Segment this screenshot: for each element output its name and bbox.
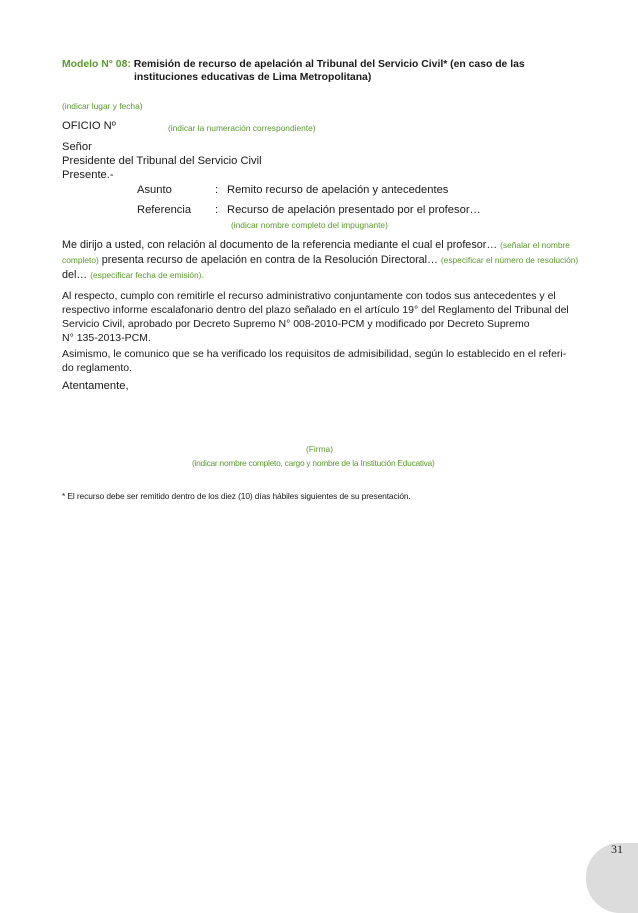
asunto-value: Remito recurso de apelación y antecedentes <box>227 184 449 196</box>
referencia-hint: (indicar nombre completo del impugnante) <box>231 220 388 230</box>
paragraph-1-line-3 <box>62 268 578 283</box>
document-title <box>62 58 582 84</box>
paragraph-3 <box>62 347 578 375</box>
paragraph-1-hint-3: (especificar fecha de emisión). <box>90 270 204 280</box>
oficio-label: OFICIO Nº <box>62 120 116 132</box>
paragraph-1-line-2 <box>62 253 578 268</box>
title-line-2: instituciones educativas de Lima Metropolitana) <box>134 72 372 83</box>
oficio-hint: (indicar la numeración correspondiente) <box>168 123 316 133</box>
place-date-hint: (indicar lugar y fecha) <box>62 101 143 111</box>
recipient-line-1: Señor <box>62 141 92 153</box>
closing: Atentamente, <box>62 380 129 392</box>
title-line-1 <box>62 58 582 71</box>
referencia-value: Recurso de apelación presentado por el profesor… <box>227 204 481 216</box>
page-number: 31 <box>611 842 623 856</box>
paragraph-1-text-1: Me dirijo a usted, con relación al documento de la referencia mediante el cual el profesor… <box>62 239 498 251</box>
paragraph-3-line-1: Asimismo, le comunico que se ha verificado los requisitos de admisibilidad, según lo establecido en el referi- <box>62 348 567 360</box>
referencia-colon: : <box>215 204 219 216</box>
paragraph-2-line-3: Servicio Civil, aprobado por Decreto Supremo N° 008-2010-PCM y modificado por Decreto Supremo <box>62 318 530 330</box>
paragraph-1-hint-2: (especificar el número de resolución) <box>440 255 579 265</box>
model-label: Modelo N° 08: <box>62 59 131 70</box>
paragraph-2-line-4: N° 135-2013-PCM. <box>62 332 151 344</box>
asunto-colon: : <box>215 184 219 196</box>
paragraph-2 <box>62 289 578 345</box>
referencia-label: Referencia <box>137 204 192 216</box>
signature-details: (indicar nombre completo, cargo y nombre de la Institución Educativa) <box>192 458 435 468</box>
recipient-line-2: Presidente del Tribunal del Servicio Civil <box>62 155 262 167</box>
paragraph-2-line-1: Al respecto, cumplo con remitirle el recurso administrativo conjuntamente con todos sus antecedentes y el <box>62 290 556 302</box>
paragraph-2-line-2: respectivo informe escalafonario dentro del plazo señalado en el artículo 19° del Reglamento del Tribunal del <box>62 304 569 316</box>
paragraph-1 <box>62 238 578 283</box>
paragraph-1-text-3: del… <box>62 269 88 281</box>
footnote: * El recurso debe ser remitido dentro de los diez (10) días hábiles siguientes de su presentación. <box>62 491 411 501</box>
paragraph-1-hint-1a: (señalar el nombre <box>500 240 570 250</box>
recipient-line-3: Presente.- <box>62 169 114 181</box>
paragraph-1-hint-1b: completo) <box>62 255 99 265</box>
paragraph-3-line-2: do reglamento. <box>62 362 133 374</box>
asunto-label: Asunto <box>137 184 172 196</box>
title-text-1: Remisión de recurso de apelación al Tribunal del Servicio Civil* (en caso de las <box>133 59 525 70</box>
recipient-block <box>62 140 262 182</box>
signature-firma: (Firma) <box>306 444 333 454</box>
paragraph-1-text-2: presenta recurso de apelación en contra de la Resolución Directoral… <box>101 254 438 266</box>
paragraph-1-line-1 <box>62 238 578 253</box>
